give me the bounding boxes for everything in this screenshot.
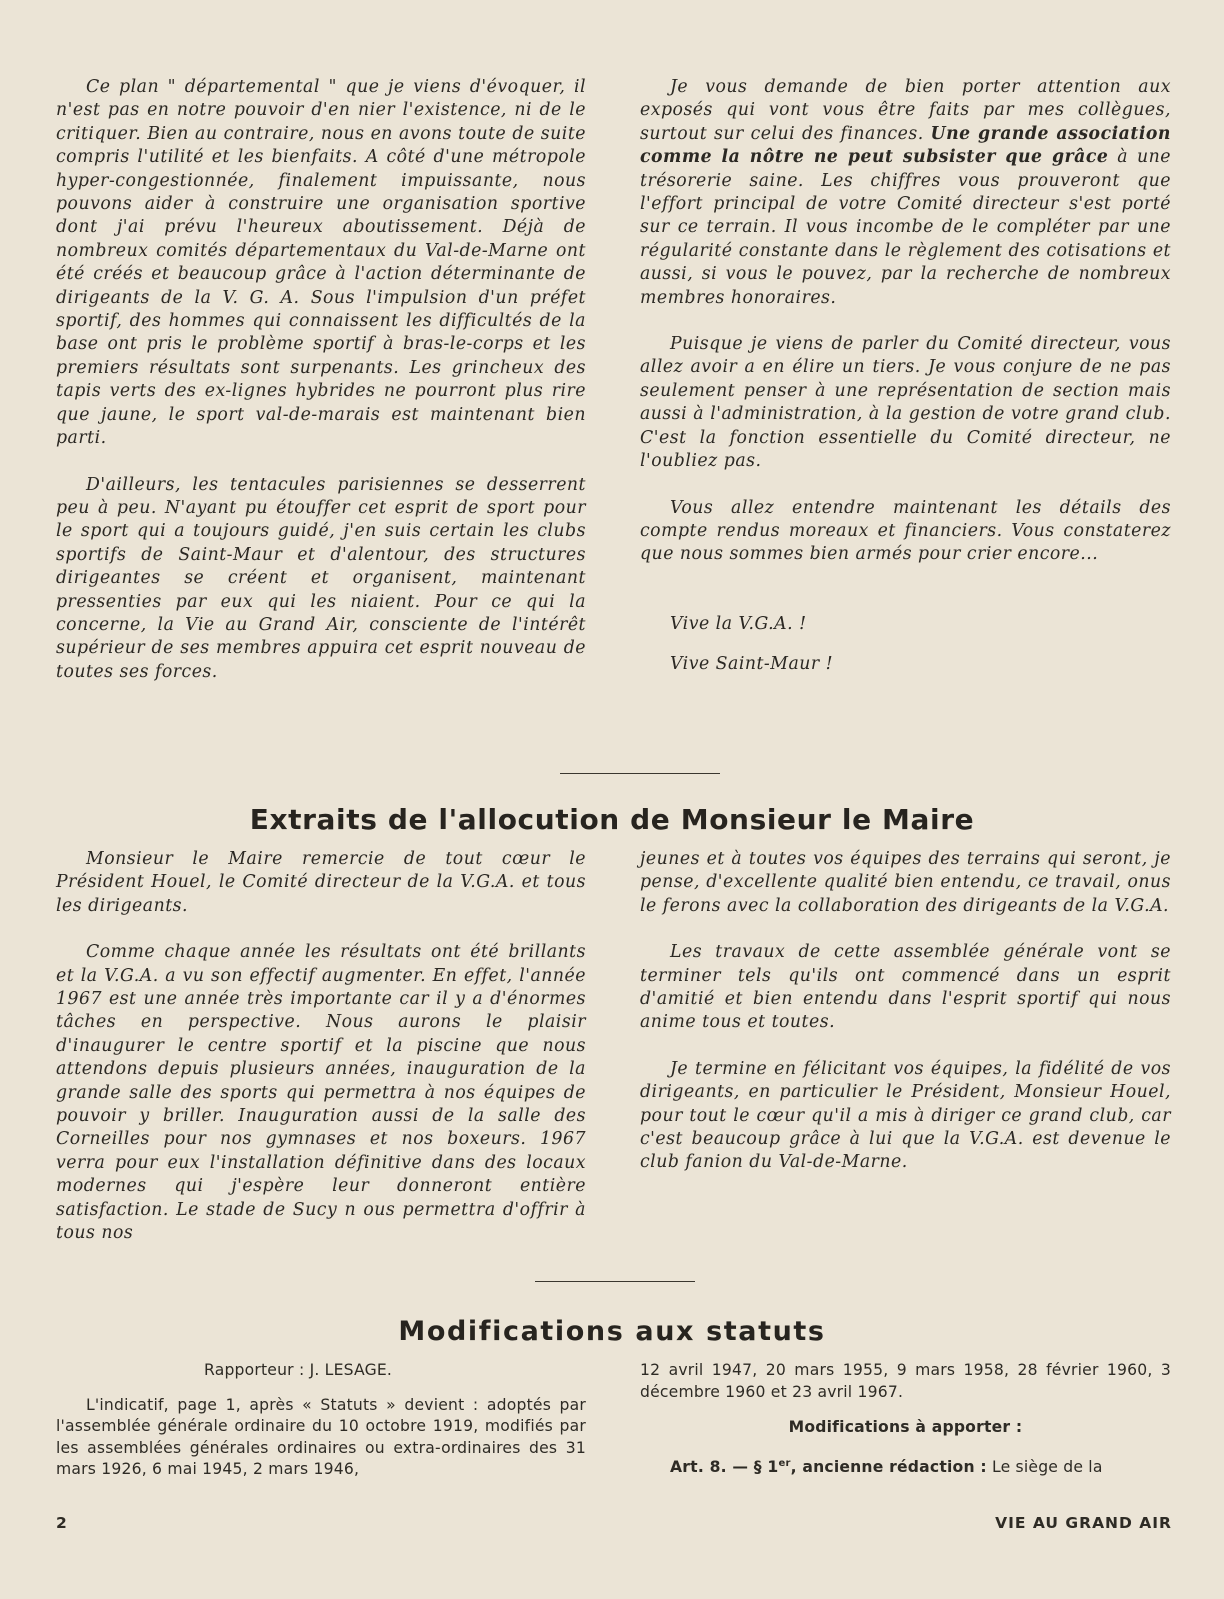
paragraph: L'indicatif, page 1, après « Statuts » devient : adoptés par l'assemblée générale ordinaire du 10 octobre 1919, modifiés par les assemblées générales ordinaires ou extra-ordinaires des 31 mars 1926, 6 mai 1945, 2 mars 1946,	[56, 1395, 586, 1478]
section2-left-column	[56, 1360, 586, 1481]
top-right-column	[640, 76, 1171, 677]
bold-phrase: Une grande association comme la nôtre ne peut subsister que grâce	[640, 123, 1171, 168]
paragraph: Je termine en félicitant vos équipes, la fidélité de vos dirigeants, en particulier le Président, Monsieur Houel, pour tout le cœur qu'il a mis à diriger ce grand club, car c'est beaucoup grâce à lui que la V.G.A. est devenue le club fanion du Val-de-Marne.	[640, 1058, 1171, 1173]
subheading: Modifications à apporter :	[788, 1418, 1023, 1436]
paragraph: D'ailleurs, les tentacules parisiennes se desserrent peu à peu. N'ayant pu étouffer cet esprit de sport pour le sport qui a toujours guidé, j'en suis certain les clubs sportifs de Saint-Maur et d'alentour, des structures dirigeantes se créent et organisent, maintenant pressenties par eux qui les niaient. Pour ce qui la concerne, la Vie au Grand Air, consciente de l'intérêt supérieur de ses membres appuira cet esprit nouveau de toutes ses forces.	[56, 474, 586, 682]
divider-rule	[560, 773, 720, 774]
paragraph: Vous allez entendre maintenant les détails des compte rendus moreaux et financiers. Vous constaterez que nous sommes bien armés pour crier encore...	[640, 497, 1171, 565]
paragraph: jeunes et à toutes vos équipes des terrains qui seront, je pense, d'excellente qualité bien entendu, ce travail, onus le ferons avec la collaboration des dirigeants de la V.G.A.	[640, 849, 1171, 916]
section1-right-column	[640, 848, 1171, 1175]
article-text: Le siège de la	[986, 1457, 1103, 1476]
paragraph: Ce plan " départemental " que je viens d'évoquer, il n'est pas en notre pouvoir d'en nier l'existence, ni de le critiquer. Bien au contraire, nous en avons toute de suite compris l'utilité et les bienfaits. A côté d'une métropole hyper-congestionnée, finalement impuissante, nous pouvons aider à construire une organisation sportive dont j'ai prévu l'heureux aboutissement. Déjà de nombreux comités départementaux du Val-de-Marne ont été créés et beaucoup grâce à l'action déterminante de dirigeants de la V. G. A. Sous l'impulsion d'un préfet sportif, des hommes qui connaissent les difficultés de la base ont pris le problème sportif à bras-le-corps et les premiers résultats sont surpenants. Les grincheux des tapis verts des ex-lignes hybrides ne pourront plus rire que jaune, le sport val-de-marais est maintenant bien parti.	[56, 77, 586, 449]
article-superscript: er	[778, 1457, 791, 1469]
paragraph-part: Je vous demande de bien porter attention aux exposés qui vont vous être faits par mes collègues, surtout sur celui des finances.	[640, 77, 1171, 144]
paragraph: Puisque je viens de parler du Comité directeur, vous allez avoir a en élire un tiers. Je vous conjure de ne pas seulement penser à une représentation de section mais aussi à l'administration, à la gestion de votre grand club. C'est la fonction essentielle du Comité directeur, ne l'oubliez pas.	[640, 334, 1171, 472]
article-label: Art. 8. — § 1	[670, 1457, 779, 1476]
paragraph	[640, 76, 1171, 310]
paragraph: Monsieur le Maire remercie de tout cœur le Président Houel, le Comité directeur de la V.G.A. et tous les dirigeants.	[56, 849, 586, 916]
section2-right-column	[640, 1360, 1171, 1478]
paragraph: Comme chaque année les résultats ont été brillants et la V.G.A. a vu son effectif augmenter. En effet, l'année 1967 est une année très importante car il y a d'énormes tâches en perspective. Nous aurons le plaisir d'inaugurer le centre sportif et la piscine que nous attendons depuis plusieurs années, inauguration de la grande salle des sports qui permettra à nos équipes de pouvoir y briller. Inauguration aussi de la salle des Corneilles pour nos gymnases et nos boxeurs. 1967 verra pour eux l'installation définitive dans des locaux modernes qui j'espère leur donneront entière satisfaction. Le stade de Sucy n ous permettra d'offrir à tous nos	[56, 942, 586, 1244]
page-number: 2	[56, 1514, 68, 1532]
section-title: Extraits de l'allocution de Monsieur le Maire	[249, 803, 975, 836]
paragraph: 12 avril 1947, 20 mars 1955, 9 mars 1958, 28 février 1960, 3 décembre 1960 et 23 avril 1967.	[640, 1361, 1171, 1401]
article-separator: , ancienne rédaction :	[790, 1457, 987, 1476]
rapporteur-line: Rapporteur : J. LESAGE.	[204, 1361, 393, 1379]
section1-left-column	[56, 848, 586, 1246]
paragraph-part: à une trésorerie saine. Les chiffres vous prouveront que l'effort principal de votre Comité directeur s'est porté sur ce terrain. Il vous incombe de le compléter par une régularité constante dans le règlement des cotisations et aussi, si vous le pouvez, par la recherche de nombreux membres honoraires.	[640, 147, 1171, 308]
top-left-column	[56, 76, 586, 684]
article-line	[640, 1453, 1171, 1479]
cheer-line: Vive la V.G.A. !	[670, 613, 807, 634]
paragraph: Les travaux de cette assemblée générale vont se terminer tels qu'ils ont commencé dans un esprit d'amitié et bien entendu dans l'esprit sportif qui nous anime tous et toutes.	[640, 942, 1171, 1033]
cheer-line: Vive Saint-Maur !	[670, 654, 834, 675]
divider-rule	[535, 1281, 695, 1282]
publication-name: VIE AU GRAND AIR	[995, 1514, 1172, 1532]
section-title: Modifications aux statuts	[398, 1316, 826, 1347]
